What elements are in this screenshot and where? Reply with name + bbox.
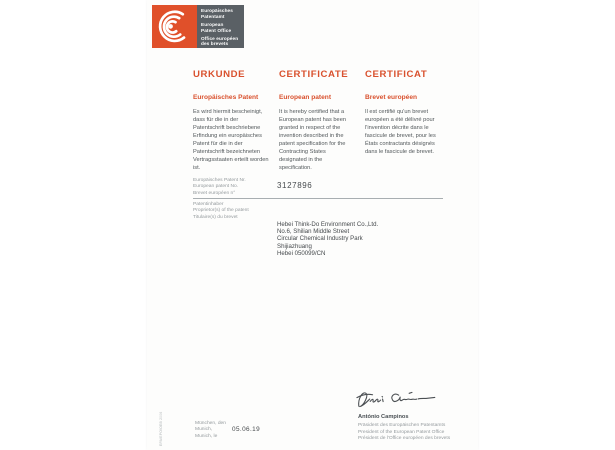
body-text-fr: Il est certifié qu'un brevet européen a été délivré pour l'invention décrite dans le fascicule de brevet, pour les États contractants désignés dans le fascicule de brevet.: [365, 109, 436, 155]
column-english: [279, 69, 355, 173]
org-name-de-line1: Europäisches: [201, 8, 233, 13]
subtitle-de: Europäisches Patent: [193, 94, 259, 101]
certificate-page: [147, 0, 478, 450]
address-city: Shijiazhuang: [277, 242, 312, 250]
address-park: Circular Chemical Industry Park: [277, 235, 363, 243]
subtitle-en: European patent: [279, 94, 332, 101]
fingerprint-spiral-icon: [152, 5, 197, 48]
epo-logo: [152, 5, 244, 48]
signatory-title-en: President of the European Patent Office: [358, 429, 445, 435]
proprietor-label-en: Proprietor(s) of the patent: [193, 208, 249, 214]
signatory-titles: [358, 423, 450, 443]
proprietor-labels: [193, 202, 249, 221]
org-name-en-line1: European: [201, 21, 224, 27]
signatory-name: António Campinos: [358, 414, 409, 420]
title-certificate: CERTIFICATE: [279, 69, 349, 80]
place-en: Munich,: [195, 427, 213, 433]
epo-logo-mark: [152, 5, 197, 48]
patent-number-value: 3127896: [277, 181, 313, 190]
org-name-fr-line1: Office européen: [201, 35, 239, 41]
place-de: München, den: [195, 421, 226, 426]
address-region-country: Hebei 050099/CN: [277, 249, 326, 257]
body-text-en: It is hereby certified that a European patent has been granted in respect of the invention described in the patent specification for the Contracting States designated in the specification.: [279, 109, 347, 171]
patent-no-label-fr: Brevet européen n°: [193, 190, 236, 196]
column-german: [193, 69, 269, 173]
place-fr: Munich, le: [195, 433, 218, 439]
proprietor-label-de: Patentinhaber: [193, 202, 224, 207]
column-french: [365, 69, 441, 173]
proprietor-address: [277, 221, 378, 257]
patent-number-labels: [193, 178, 246, 197]
patent-no-label-de: Europäisches Patent Nr.: [193, 178, 246, 183]
org-name-en-line2: Patent Office: [201, 27, 232, 33]
proprietor-label-fr: Titulaire(s) du brevet: [193, 214, 238, 220]
org-name-de-line2: Patentamt: [201, 13, 225, 19]
epo-org-names: [197, 5, 244, 48]
divider-line: [193, 198, 443, 199]
form-code-vertical: EPA/EPO/OEB 2006: [159, 411, 163, 446]
subtitle-fr: Brevet européen: [365, 94, 418, 101]
signature-handwriting: [355, 386, 450, 413]
place-labels: [195, 421, 226, 440]
body-text-de: Es wird hiermit bescheinigt, dass für die in der Patentschrift beschriebene Erfindung ein europäisches Patent für die in der Patentschrift bezeichneten Vertragsstaaten erteilt worden ist.: [193, 109, 269, 171]
signatory-title-fr: Président de l'Office européen des brevets: [358, 436, 451, 442]
issue-date: 05.06.19: [232, 426, 261, 433]
language-columns: [193, 69, 441, 173]
title-certificat: CERTIFICAT: [365, 69, 428, 80]
title-urkunde: URKUNDE: [193, 69, 246, 80]
proprietor-name: Hebei Think-Do Environment Co.,Ltd.: [277, 221, 379, 228]
patent-no-label-en: European patent No.: [193, 184, 239, 190]
org-name-fr-line2: des brevets: [201, 41, 229, 47]
address-street: No.6, Shilian Middle Street: [277, 228, 350, 236]
signatory-title-de: Präsident des Europäischen Patentamts: [358, 423, 446, 428]
